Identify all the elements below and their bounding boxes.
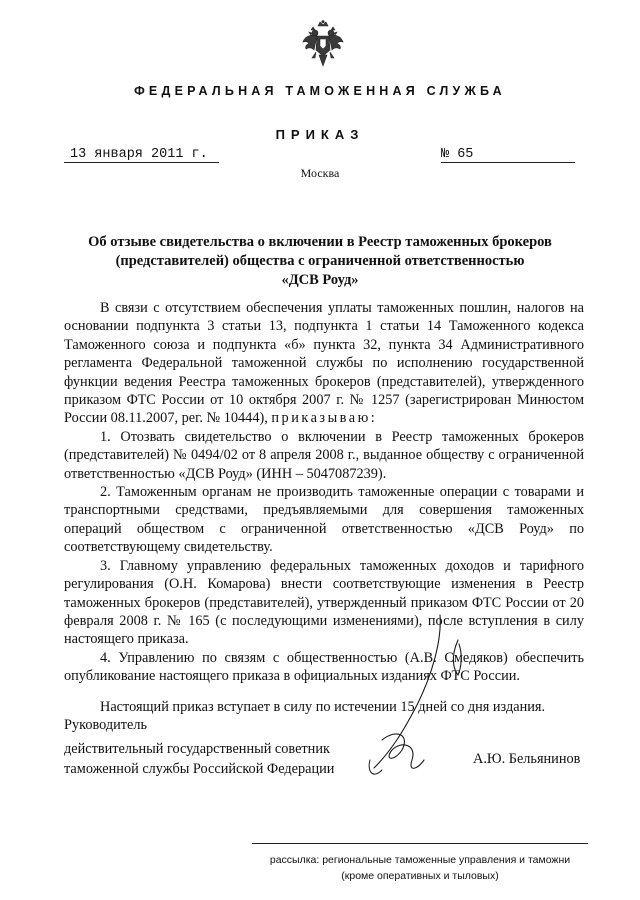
order-item-1: 1. Отозвать свидетельство о включении в Реестр таможенных брокеров (представителей) № 0494/02 от 8 апреля 2008 г., выданное обществу с ограниченной ответственностью «ДСВ Роуд» (ИНН – 5047087239). (64, 428, 584, 482)
preamble-paragraph (64, 299, 584, 428)
order-item-2: 2. Таможенным органам не производить таможенные операции с товарами и транспортными средствами, предъявляемыми для совершения таможенных операций обществом с ограниченной ответственностью «ДСВ Роуд» по соответствующему свидетельству. (64, 484, 584, 556)
signatory-title (64, 715, 334, 779)
document-type: ПРИКАЗ (275, 127, 365, 142)
order-word: приказываю: (271, 410, 378, 427)
signatory-position: Руководитель (64, 717, 148, 733)
city: Москва (300, 166, 340, 180)
mailing-line: рассылка: региональные таможенные управления и таможни (269, 854, 571, 866)
title-line: «ДСВ Роуд» (281, 272, 359, 288)
title-line: Об отзыве свидетельства о включении в Реестр таможенных брокеров (88, 234, 552, 250)
title-line: (представителей) общества с ограниченной ответственностью (115, 253, 525, 269)
double-headed-eagle-emblem-icon (301, 20, 345, 68)
order-date: 13 января 2011 г. (64, 147, 219, 163)
signatory-rank: действительный государственный советник (64, 741, 330, 757)
agency-name: ФЕДЕРАЛЬНАЯ ТАМОЖЕННАЯ СЛУЖБА (134, 84, 506, 98)
signatory-name: А.Ю. Бельянинов (473, 751, 581, 767)
effective-date-paragraph: Настоящий приказ вступает в силу по истечении 15 дней со дня издания. (100, 698, 546, 715)
order-title (60, 233, 580, 290)
order-item-3: 3. Главному управлению федеральных таможенных доходов и тарифного регулирования (О.Н. Комарова) внести соответствующие изменения в Реестр таможенных брокеров (представителей), утвержденный приказом ФТС России от 20 февраля 2008 г. № 165 (с последующими изменениями), после вступления в силу настоящего приказа. (64, 557, 584, 648)
mailing-list-note (252, 843, 588, 884)
signatory-rank: таможенной службы Российской Федерации (64, 761, 335, 777)
order-number: № 65 (441, 147, 575, 163)
preamble-text: В связи с отсутствием обеспечения уплаты таможенных пошлин, налогов на основании подпункта 3 статьи 13, подпункта 1 статьи 14 Таможенного кодекса Таможенного союза и подпункта «б» пункта 32, пункта 34 Административного регламента Федеральной таможенной службы по исполнению государственной функции ведения Реестра таможенных брокеров (представителей), утвержденного приказом ФТС России от 10 октября 2007 г. № 1257 (зарегистрирован Минюстом России 08.11.2007, рег. № 10444), (64, 300, 584, 427)
mailing-line: (кроме оперативных и тыловых) (341, 870, 499, 882)
handwritten-signature (362, 600, 512, 800)
order-item-4: 4. Управлению по связям с общественностью (А.В. Смедяков) обеспечить опубликование настоящего приказа в официальных изданиях ФТС России. (64, 649, 584, 685)
